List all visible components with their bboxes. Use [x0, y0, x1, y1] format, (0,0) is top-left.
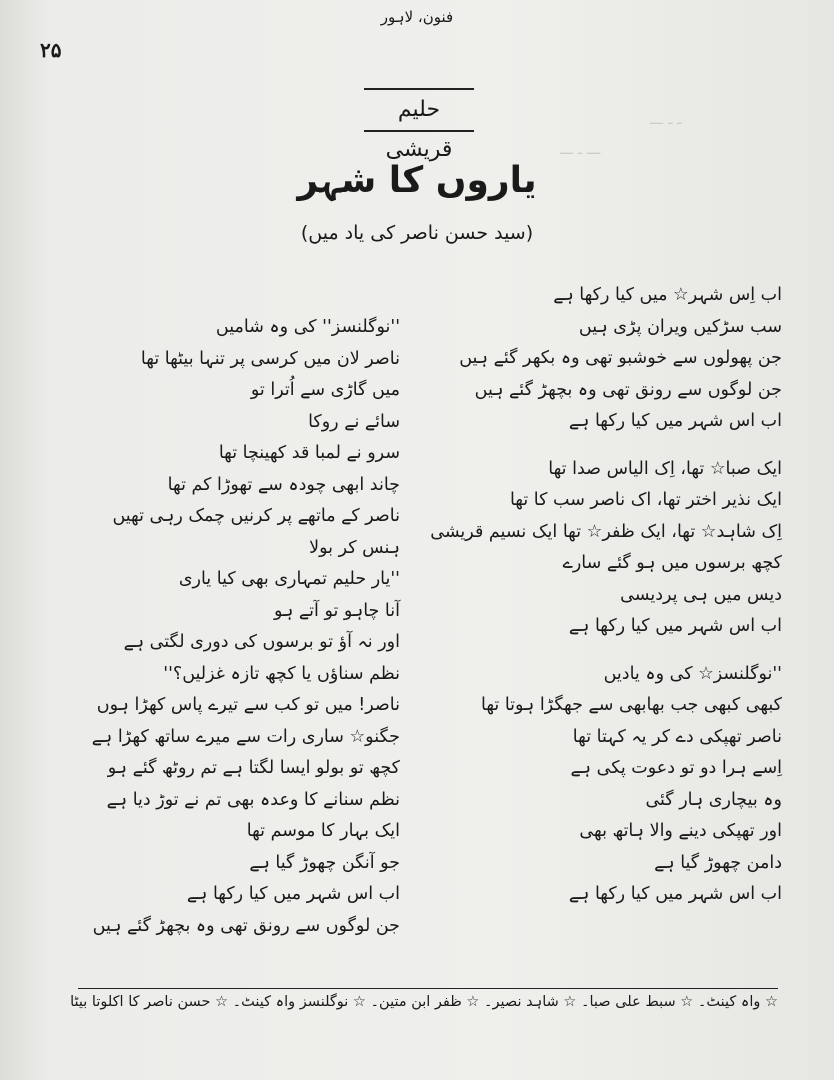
verse-line: جن لوگوں سے رونق تھی وہ بچھڑ گئے ہیں	[92, 915, 400, 936]
page-number: ۲۵	[40, 38, 62, 62]
verse-line: سب سڑکیں ویران پڑی ہیں	[578, 316, 782, 337]
verse-line: کبھی کبھی جب بھابھی سے جھگڑا ہوتا تھا	[480, 695, 782, 715]
verse-line: سائے نے روکا	[308, 411, 400, 432]
verse-line: کچھ برسوں میں ہو گئے سارے	[562, 553, 782, 573]
verse-line: آنا چاہو تو آتے ہو	[274, 600, 400, 621]
left-column	[91, 312, 400, 942]
verse-line: اور تھپکی دینے والا ہاتھ بھی	[579, 821, 782, 841]
verse-line: جگنو☆ ساری رات سے میرے ساتھ کھڑا ہے	[91, 726, 400, 747]
author-name: حلیم قریشی	[364, 88, 474, 132]
poem-title: یاروں کا شہر	[297, 160, 537, 201]
verse-line: جو آنگن چھوڑ گیا ہے	[249, 852, 400, 873]
verse-line: ناصر لان میں کرسی پر تنہا بیٹھا تھا	[140, 348, 400, 369]
verse-line: دامن چھوڑ گیا ہے	[654, 852, 782, 873]
verse-line: ناصر تھپکی دے کر یہ کہتا تھا	[572, 726, 782, 747]
verse-line: اِک شاہد☆ تھا، ایک ظفر☆ تھا ایک نسیم قریشی	[430, 521, 782, 542]
show-through-text: ـــ ـ ـــ	[560, 140, 601, 158]
verse-line: ایک بہار کا موسم تھا	[246, 821, 400, 841]
verse-line: ناصر کے ماتھے پر کرنیں چمک رہی تھیں	[112, 506, 400, 526]
verse-line: اب اِس شہر☆ میں کیا رکھا ہے	[553, 285, 782, 305]
verse-line: اب اس شہر میں کیا رکھا ہے	[568, 616, 782, 636]
right-column	[430, 280, 782, 911]
stanza-break	[442, 438, 782, 454]
verse-line: میں گاڑی سے اُترا تو	[250, 380, 400, 400]
running-header: فنون، لاہور	[380, 8, 454, 26]
verse-line: ''یار حلیم تمہاری بھی کیا یاری	[178, 569, 400, 589]
verse-line: ہنس کر بولا	[309, 537, 400, 558]
verse-line: کچھ تو بولو ایسا لگتا ہے تم روٹھ گئے ہو	[107, 758, 400, 778]
verse-line: اب اس شہر میں کیا رکھا ہے	[568, 884, 782, 904]
verse-line: اِسے ہرا دو تو دعوت پکی ہے	[570, 758, 782, 778]
verse-line: جن پھولوں سے خوشبو تھی وہ بکھر گئے ہیں	[459, 348, 782, 368]
verse-line: جن لوگوں سے رونق تھی وہ بچھڑ گئے ہیں	[474, 379, 782, 400]
dedication: (سید حسن ناصر کی یاد میں)	[300, 222, 534, 244]
verse-line: دیس میں ہی پردیسی	[620, 584, 782, 605]
verse-line: چاند ابھی چودہ سے تھوڑا کم تھا	[167, 474, 400, 495]
footnote-rule	[78, 988, 778, 989]
show-through-text: ـ ـ ـــ	[650, 110, 682, 128]
verse-line: نظم سنانے کا وعدہ بھی تم نے توڑ دیا ہے	[106, 789, 400, 810]
verse-line: وہ بیچاری ہار گئی	[645, 789, 782, 810]
footnote: ☆ واہ کینٹ۔ ☆ سبط علی صبا۔ ☆ شاہد نصیر۔ ☆ ظفر ابن متین۔ ☆ نوگلنسز واہ کینٹ۔ ☆ حسن ناصر کا اکلوتا بیٹا	[70, 994, 778, 1010]
verse-line: سرو نے لمبا قد کھینچا تھا	[218, 443, 400, 463]
verse-line: نظم سناؤں یا کچھ تازہ غزلیں؟''	[163, 663, 400, 684]
verse-line: ایک صبا☆ تھا، اِک الیاس صدا تھا	[548, 458, 782, 479]
verse-line: ناصر! میں تو کب سے تیرے پاس کھڑا ہوں	[96, 695, 400, 715]
stanza-break	[442, 643, 782, 659]
verse-line: ایک نذیر اختر تھا، اک ناصر سب کا تھا	[509, 490, 782, 510]
verse-line: اور نہ آؤ تو برسوں کی دوری لگتی ہے	[123, 632, 400, 652]
verse-line: اب اس شہر میں کیا رکھا ہے	[568, 411, 782, 431]
verse-line: اب اس شہر میں کیا رکھا ہے	[186, 884, 400, 904]
verse-line: ''نوگلنسز☆ کی وہ یادیں	[603, 663, 782, 684]
verse-line: ''نوگلنسز'' کی وہ شامیں	[215, 317, 400, 337]
